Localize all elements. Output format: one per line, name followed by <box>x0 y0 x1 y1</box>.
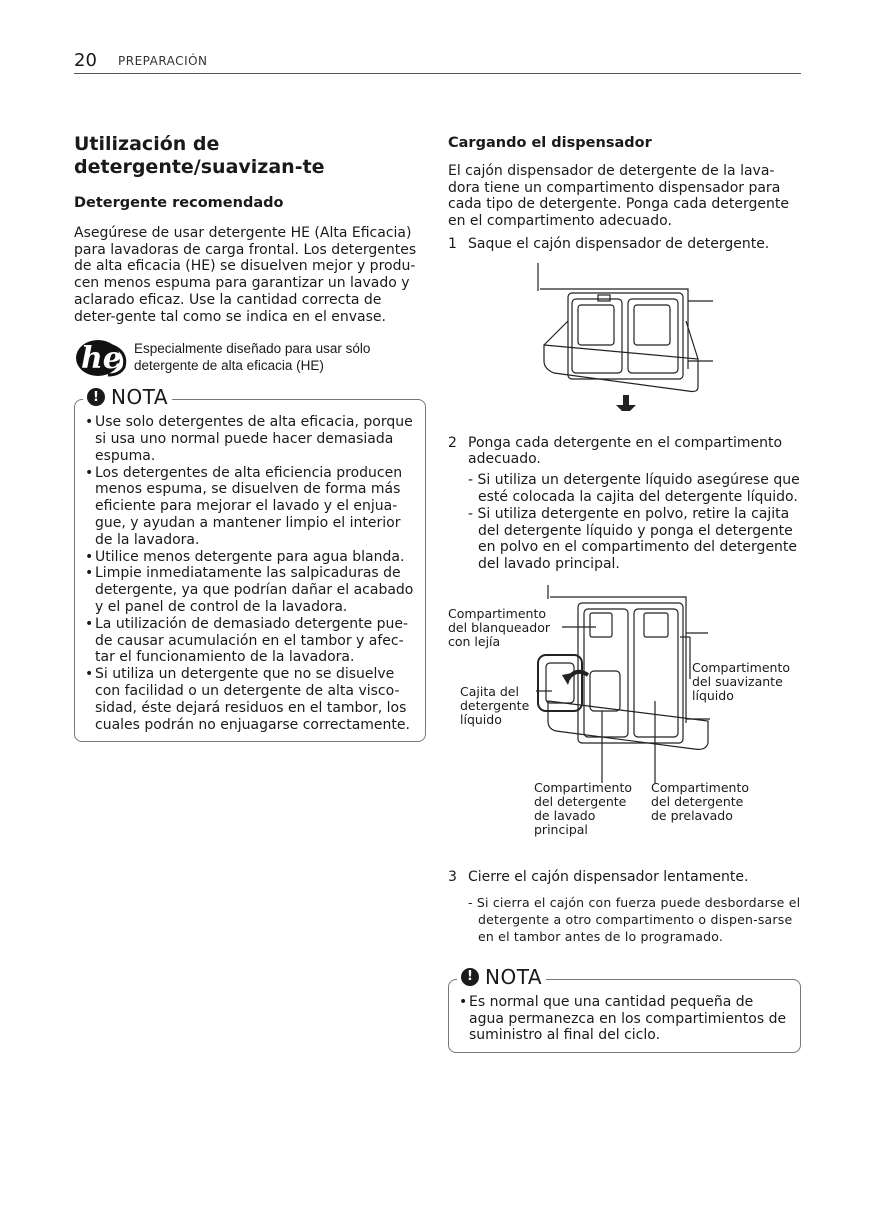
note-item: • Limpie inmediatamente las salpicaduras de detergente, ya que podrían dañar el acabado y el panel de control de la lavadora. <box>85 565 415 615</box>
note-item: • La utilización de demasiado detergente pue-de causar acumulación en el tambor y afec-tar el funcionamiento de la lavadora. <box>85 616 415 666</box>
note-item: • Use solo detergentes de alta eficacia, porque si usa uno normal puede hacer demasiada espuma. <box>85 414 415 464</box>
step-text: Cierre el cajón dispensador lentamente. <box>468 868 749 885</box>
left-column <box>74 133 426 742</box>
loading-dispenser-intro: El cajón dispensador de detergente de la lava-dora tiene un compartimento dispensador para cada tipo de detergente. Ponga cada detergente en el compartimento adecuado. <box>448 163 789 230</box>
recommended-detergent-heading: Detergente recomendado <box>74 195 284 211</box>
he-logo-icon <box>74 337 130 377</box>
step-1 <box>448 236 801 253</box>
he-notice-text: Especialmente diseñado para usar sólo detergente de alta eficacia (HE) <box>134 341 371 374</box>
prewash-compartment-label: Compartimento del detergente de prelavado <box>651 779 749 823</box>
note-header <box>83 385 172 409</box>
note-item: • Si utiliza un detergente que no se disuelve con facilidad o un detergente de alta visco-sidad, éste dejará residuos en el tambor, los cuales podrán no enjuagarse correctamente. <box>85 666 415 733</box>
note-item: • Los detergentes de alta eficiencia producen menos espuma, se disuelven de forma más eficiente para mejorar el lavado y el enjua-gue, y ayudan a mantener limpio el interior de la lavadora. <box>85 465 415 549</box>
note-title: NOTA <box>111 385 169 410</box>
he-notice <box>74 337 426 377</box>
step-3 <box>448 869 801 886</box>
note-item: • Es normal que una cantidad pequeña de agua permanezca en los compartimientos de suministro al final del ciclo. <box>459 994 790 1044</box>
he-logo-text: he <box>81 341 122 377</box>
step-detail: - Si utiliza detergente en polvo, retire la cajita del detergente líquido y ponga el detergente en polvo en el compartimento del detergente del lavado principal. <box>468 505 798 573</box>
bleach-compartment-label: Compartimento del blanqueador con lejía <box>448 605 550 649</box>
main-wash-compartment-label: Compartimento del detergente de lavado principal <box>534 779 632 837</box>
note-item: • Utilice menos detergente para agua blanda. <box>85 549 415 566</box>
exclamation-icon: ! <box>461 968 479 986</box>
step-detail: - Si cierra el cajón con fuerza puede desbordarse el detergente a otro compartimento o dispen-sarse en el tambor antes de lo programado. <box>468 894 801 944</box>
note-list <box>459 994 790 1044</box>
right-column <box>448 133 801 1053</box>
drawer-pull-illustration <box>448 261 801 411</box>
page-title: Utilización de detergente/suavizan-te <box>74 133 325 178</box>
step-text: Ponga cada detergente en el compartimento adecuado. <box>468 434 783 468</box>
step-detail: - Si utiliza un detergente líquido asegúrese que esté colocada la cajita del detergente líquido. <box>468 472 800 505</box>
step-number: 3 <box>448 868 457 885</box>
drawer-pull-figure <box>448 261 801 411</box>
exclamation-icon: ! <box>87 388 105 406</box>
softener-compartment-label: Compartimento del suavizante líquido <box>692 659 790 703</box>
note-box-right <box>448 964 801 1053</box>
note-list <box>85 414 415 733</box>
step-2 <box>448 435 801 469</box>
step-number: 1 <box>448 235 457 252</box>
page-number: 20 <box>74 50 97 71</box>
note-title: NOTA <box>485 964 543 989</box>
compartments-figure <box>448 583 801 853</box>
step-2-details <box>468 472 801 573</box>
step-3-details <box>468 894 801 945</box>
note-header <box>457 965 546 989</box>
note-box-left <box>74 385 426 742</box>
step-number: 2 <box>448 434 457 451</box>
page-header <box>74 50 801 74</box>
loading-dispenser-heading: Cargando el dispensador <box>448 135 652 151</box>
step-text: Saque el cajón dispensador de detergente. <box>468 235 770 252</box>
section-label: PREPARACIÓN <box>118 54 208 68</box>
liquid-box-label: Cajita del detergente líquido <box>460 683 530 727</box>
recommended-detergent-text: Asegúrese de usar detergente HE (Alta Eficacia) para lavadoras de carga frontal. Los detergentes de alta eficacia (HE) se disuelven mejor y produ-cen menos espuma para garantizar un lavado y aclarado eficaz. Use la cantidad correcta de deter-gente tal como se indica en el envase. <box>74 225 417 325</box>
